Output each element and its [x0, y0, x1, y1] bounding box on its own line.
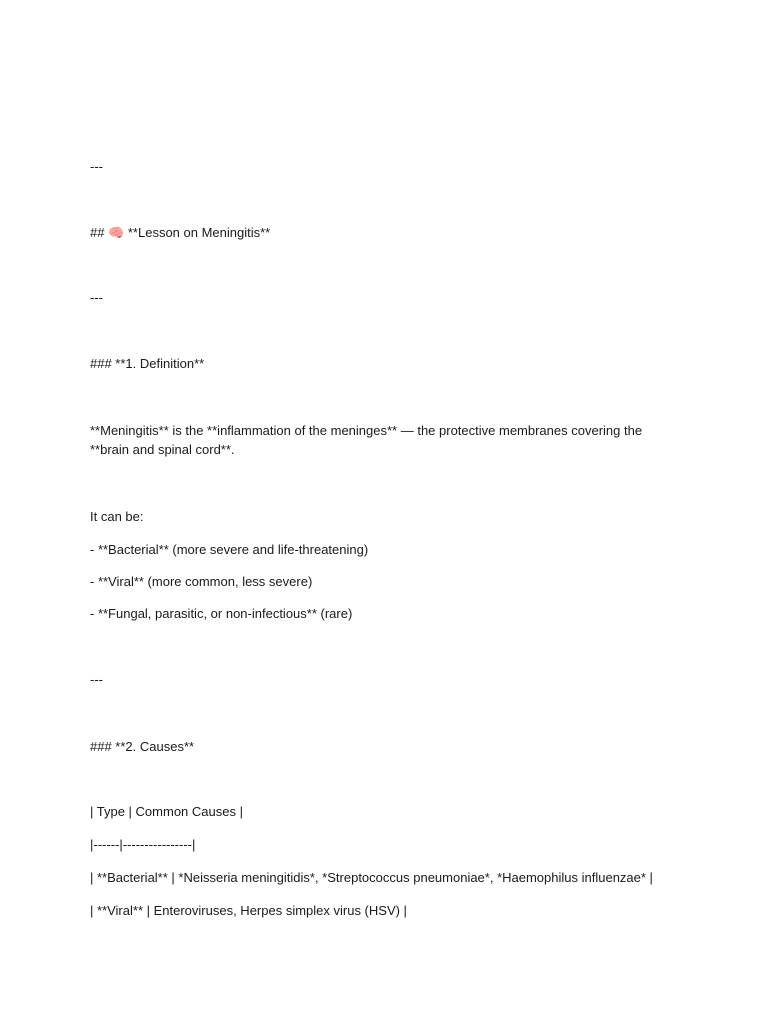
table-row-viral: | **Viral** | Enteroviruses, Herpes simplex virus (HSV) |	[90, 903, 407, 918]
table-header-row: | Type | Common Causes |	[90, 804, 243, 819]
definition-paragraph-line-1: **Meningitis** is the **inflammation of the meninges** — the protective membranes covering the	[90, 423, 643, 438]
horizontal-rule-text: ---	[90, 672, 103, 687]
definition-paragraph-line-2: **brain and spinal cord**.	[90, 442, 235, 457]
section-heading-causes: ### **2. Causes**	[90, 739, 195, 754]
list-item-viral: - **Viral** (more common, less severe)	[90, 574, 313, 589]
horizontal-rule-text: ---	[90, 159, 103, 174]
lesson-heading: ## 🧠 **Lesson on Meningitis**	[90, 225, 271, 240]
table-row-bacterial: | **Bacterial** | *Neisseria meningitidis*, *Streptococcus pneumoniae*, *Haemophilus influenzae* |	[90, 870, 653, 885]
types-intro: It can be:	[90, 509, 144, 524]
section-heading-definition: ### **1. Definition**	[90, 356, 205, 371]
table-separator-row: |------|----------------|	[90, 837, 196, 852]
list-item-bacterial: - **Bacterial** (more severe and life-threatening)	[90, 542, 369, 557]
horizontal-rule-text: ---	[90, 290, 103, 305]
list-item-fungal: - **Fungal, parasitic, or non-infectious** (rare)	[90, 606, 353, 621]
